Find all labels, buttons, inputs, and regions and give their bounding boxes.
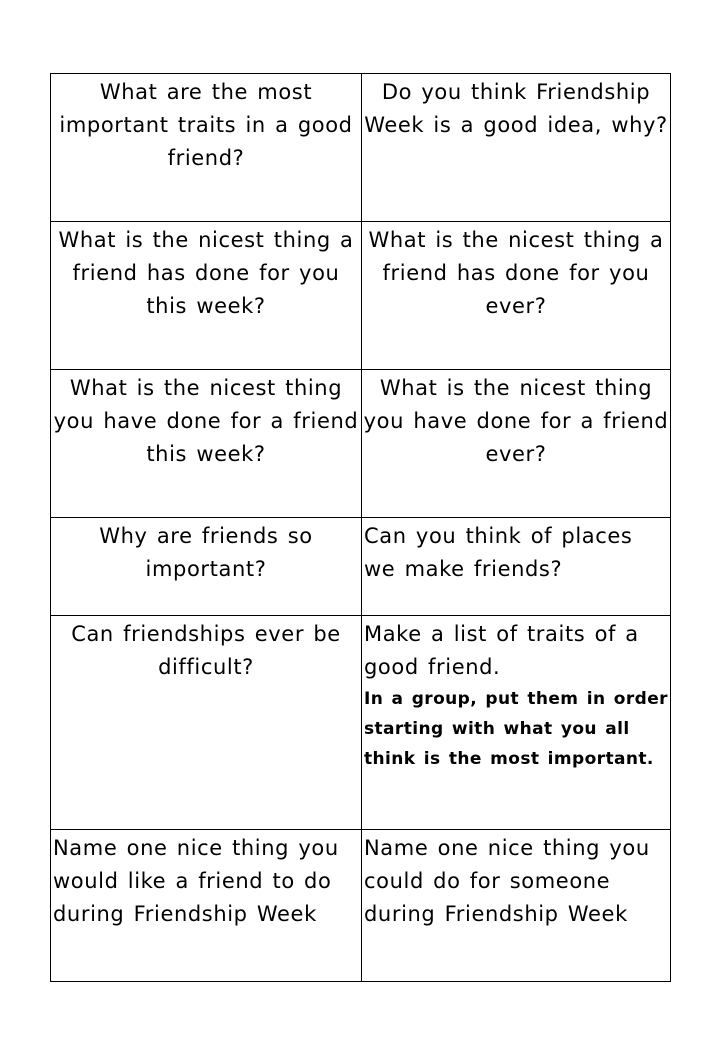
question-card (362, 222, 671, 370)
question-card (362, 74, 671, 222)
question-card (51, 616, 362, 830)
card-row (51, 616, 671, 830)
card-row (51, 370, 671, 518)
question-text: What is the nicest thing a friend has done for you ever? (368, 228, 664, 318)
question-card (51, 370, 362, 518)
question-text: Can you think of places we make friends? (364, 524, 633, 581)
question-text: Can friendships ever be difficult? (71, 622, 341, 679)
question-text: Name one nice thing you could do for someone during Friendship Week (364, 836, 650, 926)
question-text: What are the most important traits in a good friend? (59, 80, 353, 170)
question-card (362, 518, 671, 616)
question-card (51, 74, 362, 222)
question-card (51, 830, 362, 982)
question-text: What is the nicest thing you have done for a friend ever? (363, 376, 669, 466)
question-text: What is the nicest thing you have done for a friend this week? (53, 376, 359, 466)
question-cards-table (50, 73, 671, 982)
question-text: Make a list of traits of a good friend. (364, 622, 639, 679)
card-row (51, 222, 671, 370)
question-text: Name one nice thing you would like a friend to do during Friendship Week (53, 836, 339, 926)
question-card (362, 830, 671, 982)
card-row (51, 830, 671, 982)
card-row (51, 518, 671, 616)
question-card (362, 616, 671, 830)
question-text: What is the nicest thing a friend has done for you this week? (58, 228, 354, 318)
question-card (51, 518, 362, 616)
question-instructions: In a group, put them in order starting with what you all think is the most important. (364, 689, 668, 769)
question-text: Do you think Friendship Week is a good idea, why? (364, 80, 668, 137)
question-card (51, 222, 362, 370)
question-card (362, 370, 671, 518)
card-row (51, 74, 671, 222)
question-text: Why are friends so important? (99, 524, 313, 581)
